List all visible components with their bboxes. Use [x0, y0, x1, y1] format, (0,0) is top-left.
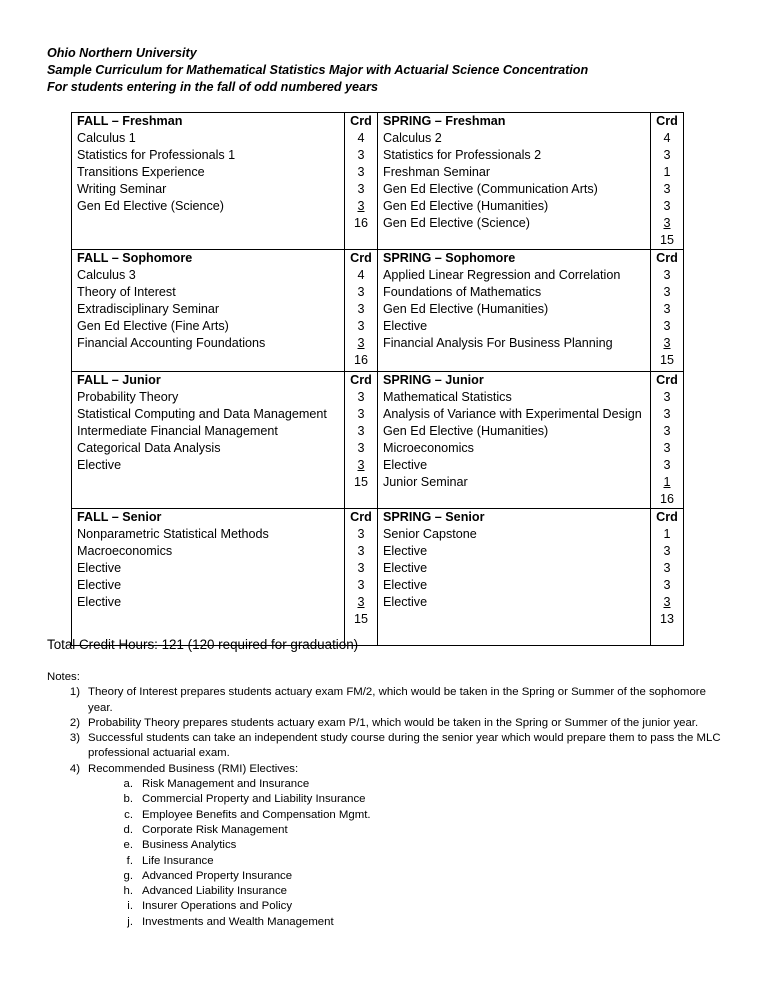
course-credits: 3 [357, 424, 365, 438]
term-heading: FALL – Freshman [77, 114, 183, 128]
course-name: Senior Capstone [383, 527, 477, 541]
fall-courses-cell [72, 372, 345, 509]
course-credits: 3 [663, 268, 671, 282]
course-name: Statistics for Professionals 2 [383, 148, 542, 162]
elective-item [47, 884, 727, 899]
course-name: Elective [383, 578, 428, 592]
course-name: Transitions Experience [77, 165, 205, 179]
note-item [47, 762, 727, 777]
note-text: Probability Theory prepares students actuary exam P/1, which would be taken in the Spring or Summer of the junior year. [88, 716, 699, 729]
course-credits: 3 [357, 390, 365, 404]
course-credits: 1 [663, 165, 671, 179]
fall-credits-cell [345, 113, 378, 250]
course-name: Gen Ed Elective (Humanities) [383, 199, 549, 213]
course-name: Elective [383, 544, 428, 558]
notes-list [47, 685, 727, 777]
course-credits: 4 [663, 131, 671, 145]
note-number: 2) [69, 716, 80, 729]
spring-credits-cell [651, 250, 684, 372]
elective-letter: e. [123, 839, 133, 852]
course-credits: 1 [663, 475, 671, 489]
recommended-electives-list [47, 777, 727, 930]
term-total-credits: 16 [353, 353, 368, 367]
elective-item [47, 915, 727, 930]
elective-letter: j. [127, 915, 133, 928]
elective-letter: f. [126, 854, 133, 867]
course-name: Elective [383, 458, 428, 472]
elective-item [47, 808, 727, 823]
course-name: Macroeconomics [77, 544, 173, 558]
spring-credits-cell [651, 509, 684, 646]
elective-name: Business Analytics [142, 839, 237, 852]
term-total-credits: 15 [353, 612, 368, 626]
fall-courses-cell [72, 250, 345, 372]
course-credits: 3 [663, 407, 671, 421]
course-name: Statistical Computing and Data Management [77, 407, 327, 421]
term-row [72, 372, 684, 509]
course-name: Gen Ed Elective (Humanities) [383, 424, 549, 438]
elective-item [47, 838, 727, 853]
course-name: Calculus 1 [77, 131, 136, 145]
course-name: Nonparametric Statistical Methods [77, 527, 269, 541]
elective-letter: i. [127, 900, 133, 913]
note-text: Recommended Business (RMI) Electives: [88, 762, 299, 775]
course-credits: 3 [357, 595, 365, 609]
note-number: 4) [69, 762, 80, 775]
note-number: 1) [69, 686, 80, 699]
course-name: Elective [383, 319, 428, 333]
credits-heading: Crd [656, 251, 678, 265]
term-total-credits: 15 [659, 233, 674, 247]
total-credit-hours: Total Credit Hours: 121 (120 required for graduation) [47, 637, 359, 652]
course-credits: 3 [663, 302, 671, 316]
course-name: Financial Accounting Foundations [77, 336, 266, 350]
course-name: Elective [77, 458, 122, 472]
elective-item [47, 823, 727, 838]
elective-name: Advanced Liability Insurance [142, 885, 288, 898]
note-item [47, 685, 727, 716]
course-name: Calculus 2 [383, 131, 442, 145]
elective-name: Employee Benefits and Compensation Mgmt. [142, 808, 371, 821]
credits-heading: Crd [350, 114, 372, 128]
course-name: Gen Ed Elective (Science) [77, 199, 224, 213]
term-total-credits: 16 [659, 492, 674, 506]
fall-courses-cell [72, 113, 345, 250]
course-name: Gen Ed Elective (Fine Arts) [77, 319, 229, 333]
course-credits: 3 [357, 199, 365, 213]
credits-heading: Crd [350, 510, 372, 524]
course-name: Junior Seminar [383, 475, 468, 489]
spring-credits-cell [651, 372, 684, 509]
spring-courses-cell [378, 509, 651, 646]
elective-item [47, 899, 727, 914]
elective-name: Life Insurance [142, 854, 214, 867]
course-credits: 3 [357, 544, 365, 558]
elective-letter: a. [123, 778, 133, 791]
curriculum-table [71, 112, 684, 646]
course-credits: 3 [357, 441, 365, 455]
course-name: Probability Theory [77, 390, 179, 404]
note-text: Successful students can take an independent study course during the senior year which would prepare them to pass the MLC professional actuarial exam. [88, 732, 721, 760]
course-credits: 3 [357, 302, 365, 316]
course-credits: 3 [357, 458, 365, 472]
elective-item [47, 869, 727, 884]
course-credits: 3 [663, 424, 671, 438]
course-name: Theory of Interest [77, 285, 176, 299]
course-name: Calculus 3 [77, 268, 136, 282]
course-credits: 3 [663, 595, 671, 609]
course-name: Categorical Data Analysis [77, 441, 221, 455]
course-name: Foundations of Mathematics [383, 285, 542, 299]
course-credits: 3 [663, 578, 671, 592]
spring-courses-cell [378, 372, 651, 509]
course-credits: 3 [357, 148, 365, 162]
elective-name: Investments and Wealth Management [142, 915, 334, 928]
term-heading: FALL – Sophomore [77, 251, 193, 265]
term-row [72, 250, 684, 372]
course-name: Applied Linear Regression and Correlation [383, 268, 621, 282]
course-credits: 3 [357, 319, 365, 333]
term-heading: SPRING – Sophomore [383, 251, 516, 265]
course-credits: 3 [357, 182, 365, 196]
document-header [47, 45, 588, 96]
note-item [47, 731, 727, 762]
course-credits: 3 [357, 561, 365, 575]
term-total-credits: 15 [353, 475, 368, 489]
course-credits: 3 [663, 148, 671, 162]
credits-heading: Crd [350, 373, 372, 387]
term-row [72, 509, 684, 646]
term-row [72, 113, 684, 250]
course-name: Mathematical Statistics [383, 390, 512, 404]
course-name: Extradisciplinary Seminar [77, 302, 220, 316]
elective-letter: g. [123, 869, 133, 882]
course-credits: 4 [357, 268, 365, 282]
course-name: Elective [383, 595, 428, 609]
course-name: Intermediate Financial Management [77, 424, 278, 438]
course-name: Statistics for Professionals 1 [77, 148, 236, 162]
course-credits: 3 [357, 527, 365, 541]
term-total-credits: 16 [353, 216, 368, 230]
elective-letter: d. [123, 823, 133, 836]
course-credits: 3 [357, 336, 365, 350]
course-name: Gen Ed Elective (Humanities) [383, 302, 549, 316]
elective-name: Risk Management and Insurance [142, 778, 310, 791]
term-heading: FALL – Junior [77, 373, 161, 387]
course-credits: 3 [357, 165, 365, 179]
fall-credits-cell [345, 509, 378, 646]
course-name: Gen Ed Elective (Communication Arts) [383, 182, 598, 196]
university-name: Ohio Northern University [47, 46, 197, 60]
course-credits: 3 [663, 182, 671, 196]
curriculum-subtitle: For students entering in the fall of odd numbered years [47, 80, 378, 94]
course-name: Financial Analysis For Business Planning [383, 336, 613, 350]
elective-name: Insurer Operations and Policy [142, 900, 293, 913]
note-text: Theory of Interest prepares students actuary exam FM/2, which would be taken in the Spring or Summer of the sophomore year. [88, 686, 706, 714]
spring-courses-cell [378, 250, 651, 372]
course-name: Elective [77, 595, 122, 609]
elective-name: Commercial Property and Liability Insurance [142, 793, 366, 806]
course-credits: 3 [663, 390, 671, 404]
fall-credits-cell [345, 250, 378, 372]
curriculum-title: Sample Curriculum for Mathematical Statistics Major with Actuarial Science Concentration [47, 63, 589, 77]
note-item [47, 716, 727, 731]
course-credits: 3 [663, 216, 671, 230]
term-total-credits: 15 [659, 353, 674, 367]
course-credits: 3 [663, 458, 671, 472]
term-heading: SPRING – Freshman [383, 114, 506, 128]
spring-credits-cell [651, 113, 684, 250]
course-name: Elective [383, 561, 428, 575]
course-credits: 1 [663, 527, 671, 541]
elective-letter: c. [124, 808, 133, 821]
course-credits: 3 [663, 544, 671, 558]
elective-name: Advanced Property Insurance [142, 869, 293, 882]
fall-courses-cell [72, 509, 345, 646]
course-name: Elective [77, 561, 122, 575]
elective-item [47, 854, 727, 869]
credits-heading: Crd [350, 251, 372, 265]
course-name: Analysis of Variance with Experimental Design [383, 407, 642, 421]
fall-credits-cell [345, 372, 378, 509]
term-heading: SPRING – Junior [383, 373, 484, 387]
notes-label: Notes: [47, 671, 80, 683]
elective-item [47, 792, 727, 807]
course-credits: 3 [357, 407, 365, 421]
elective-letter: h. [123, 885, 133, 898]
course-name: Gen Ed Elective (Science) [383, 216, 530, 230]
credits-heading: Crd [656, 373, 678, 387]
course-credits: 3 [663, 285, 671, 299]
credits-heading: Crd [656, 510, 678, 524]
course-credits: 3 [663, 319, 671, 333]
course-credits: 4 [357, 131, 365, 145]
course-credits: 3 [663, 441, 671, 455]
term-total-credits: 13 [659, 612, 674, 626]
notes-section [47, 670, 727, 930]
course-name: Elective [77, 578, 122, 592]
course-name: Writing Seminar [77, 182, 167, 196]
elective-letter: b. [123, 793, 133, 806]
course-credits: 3 [357, 578, 365, 592]
elective-name: Corporate Risk Management [142, 823, 288, 836]
course-credits: 3 [663, 199, 671, 213]
course-name: Freshman Seminar [383, 165, 491, 179]
course-credits: 3 [663, 336, 671, 350]
spring-courses-cell [378, 113, 651, 250]
elective-item [47, 777, 727, 792]
note-number: 3) [69, 732, 80, 745]
course-name: Microeconomics [383, 441, 474, 455]
term-heading: FALL – Senior [77, 510, 162, 524]
course-credits: 3 [357, 285, 365, 299]
term-heading: SPRING – Senior [383, 510, 485, 524]
credits-heading: Crd [656, 114, 678, 128]
course-credits: 3 [663, 561, 671, 575]
